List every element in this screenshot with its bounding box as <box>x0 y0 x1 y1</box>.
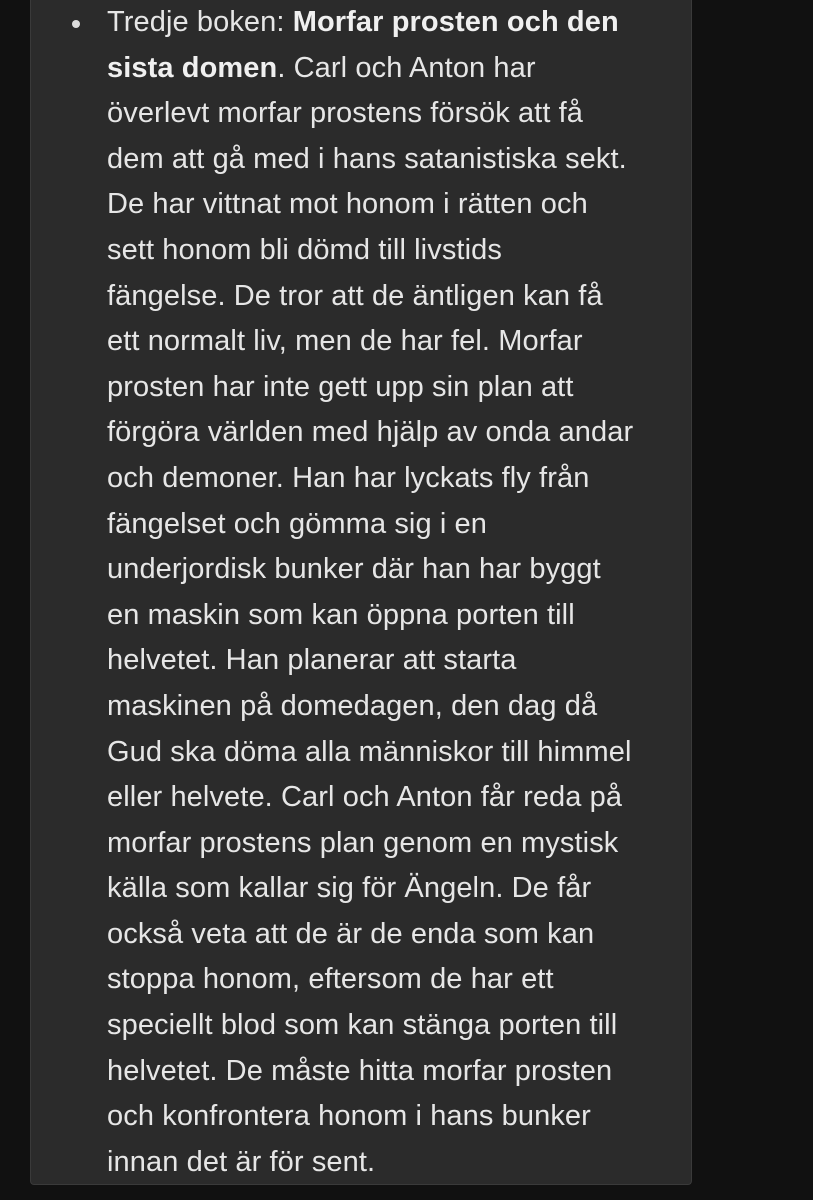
bullet-icon <box>72 20 80 28</box>
book-description: . Carl och Anton har överlevt morfar prostens försök att få dem att gå med i hans satanistiska sekt. De har vittnat mot honom i rätten och sett honom bli dömd till livstids fängelse. De tror att de äntligen kan få ett normalt liv, men de har fel. Morfar prosten har inte gett upp sin plan att förgöra världen med hjälp av onda andar och demoner. Han har lyckats fly från fängelset och gömma sig i en underjordisk bunker där han har byggt en maskin som kan öppna porten till helvetet. Han planerar att starta maskinen på domedagen, den dag då Gud ska döma alla människor till himmel eller helvete. Carl och Anton får reda på morfar prostens plan genom en mystisk källa som kallar sig för Ängeln. De får också veta att de är de enda som kan stoppa honom, eftersom de har ett speciellt blod som kan stänga porten till helvetet. De måste hitta morfar prosten och konfrontera honom i hans bunker innan det är för sent. <box>107 51 634 1178</box>
list-item-text <box>107 0 677 1185</box>
list-item-prefix: Tredje boken: <box>107 6 293 38</box>
book-title: Morfar prosten och den sista domen <box>107 6 619 84</box>
